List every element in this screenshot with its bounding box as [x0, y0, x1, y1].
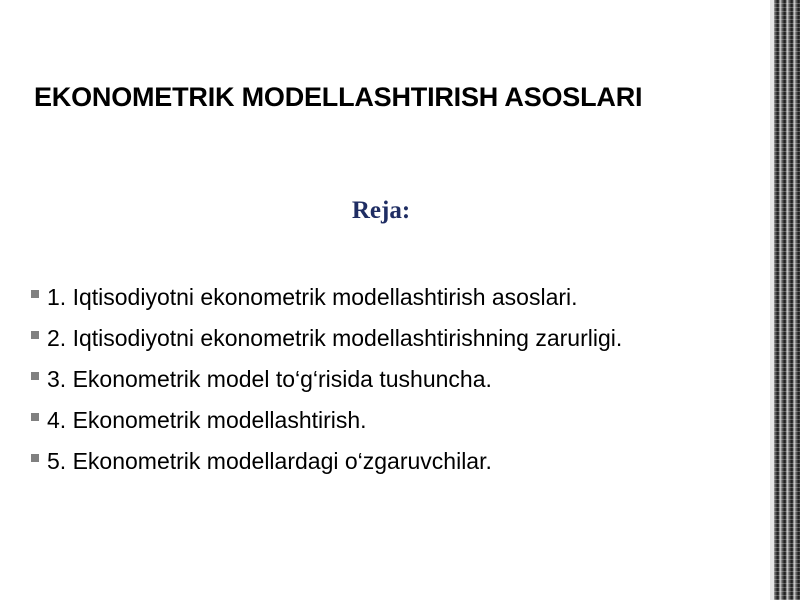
square-bullet-icon: [31, 331, 39, 339]
plan-item-2: [30, 323, 750, 354]
plan-item-text: 3. Ekonometrik model to‘g‘risida tushuncha.: [47, 366, 492, 392]
plan-item-5: [30, 446, 750, 477]
slide-title: EKONOMETRIK MODELLASHTIRISH ASOSLARI: [34, 82, 643, 112]
slide-subtitle: Reja:: [351, 197, 411, 224]
plan-item-4: [30, 405, 750, 436]
square-bullet-icon: [31, 413, 39, 421]
square-bullet-icon: [31, 290, 39, 298]
square-bullet-icon: [31, 454, 39, 462]
plan-item-text: 5. Ekonometrik modellardagi o‘zgaruvchilar.: [47, 448, 492, 474]
plan-item-3: [30, 364, 750, 395]
plan-item-text: 4. Ekonometrik modellashtirish.: [47, 407, 367, 433]
decorative-border-strip: [770, 0, 800, 600]
plan-item-text: 1. Iqtisodiyotni ekonometrik modellashtirish asoslari.: [47, 284, 578, 310]
plan-item-1: [30, 282, 750, 313]
plan-item-text: 2. Iqtisodiyotni ekonometrik modellashtirishning zarurligi.: [47, 325, 623, 351]
plan-list: [30, 282, 750, 487]
square-bullet-icon: [31, 372, 39, 380]
